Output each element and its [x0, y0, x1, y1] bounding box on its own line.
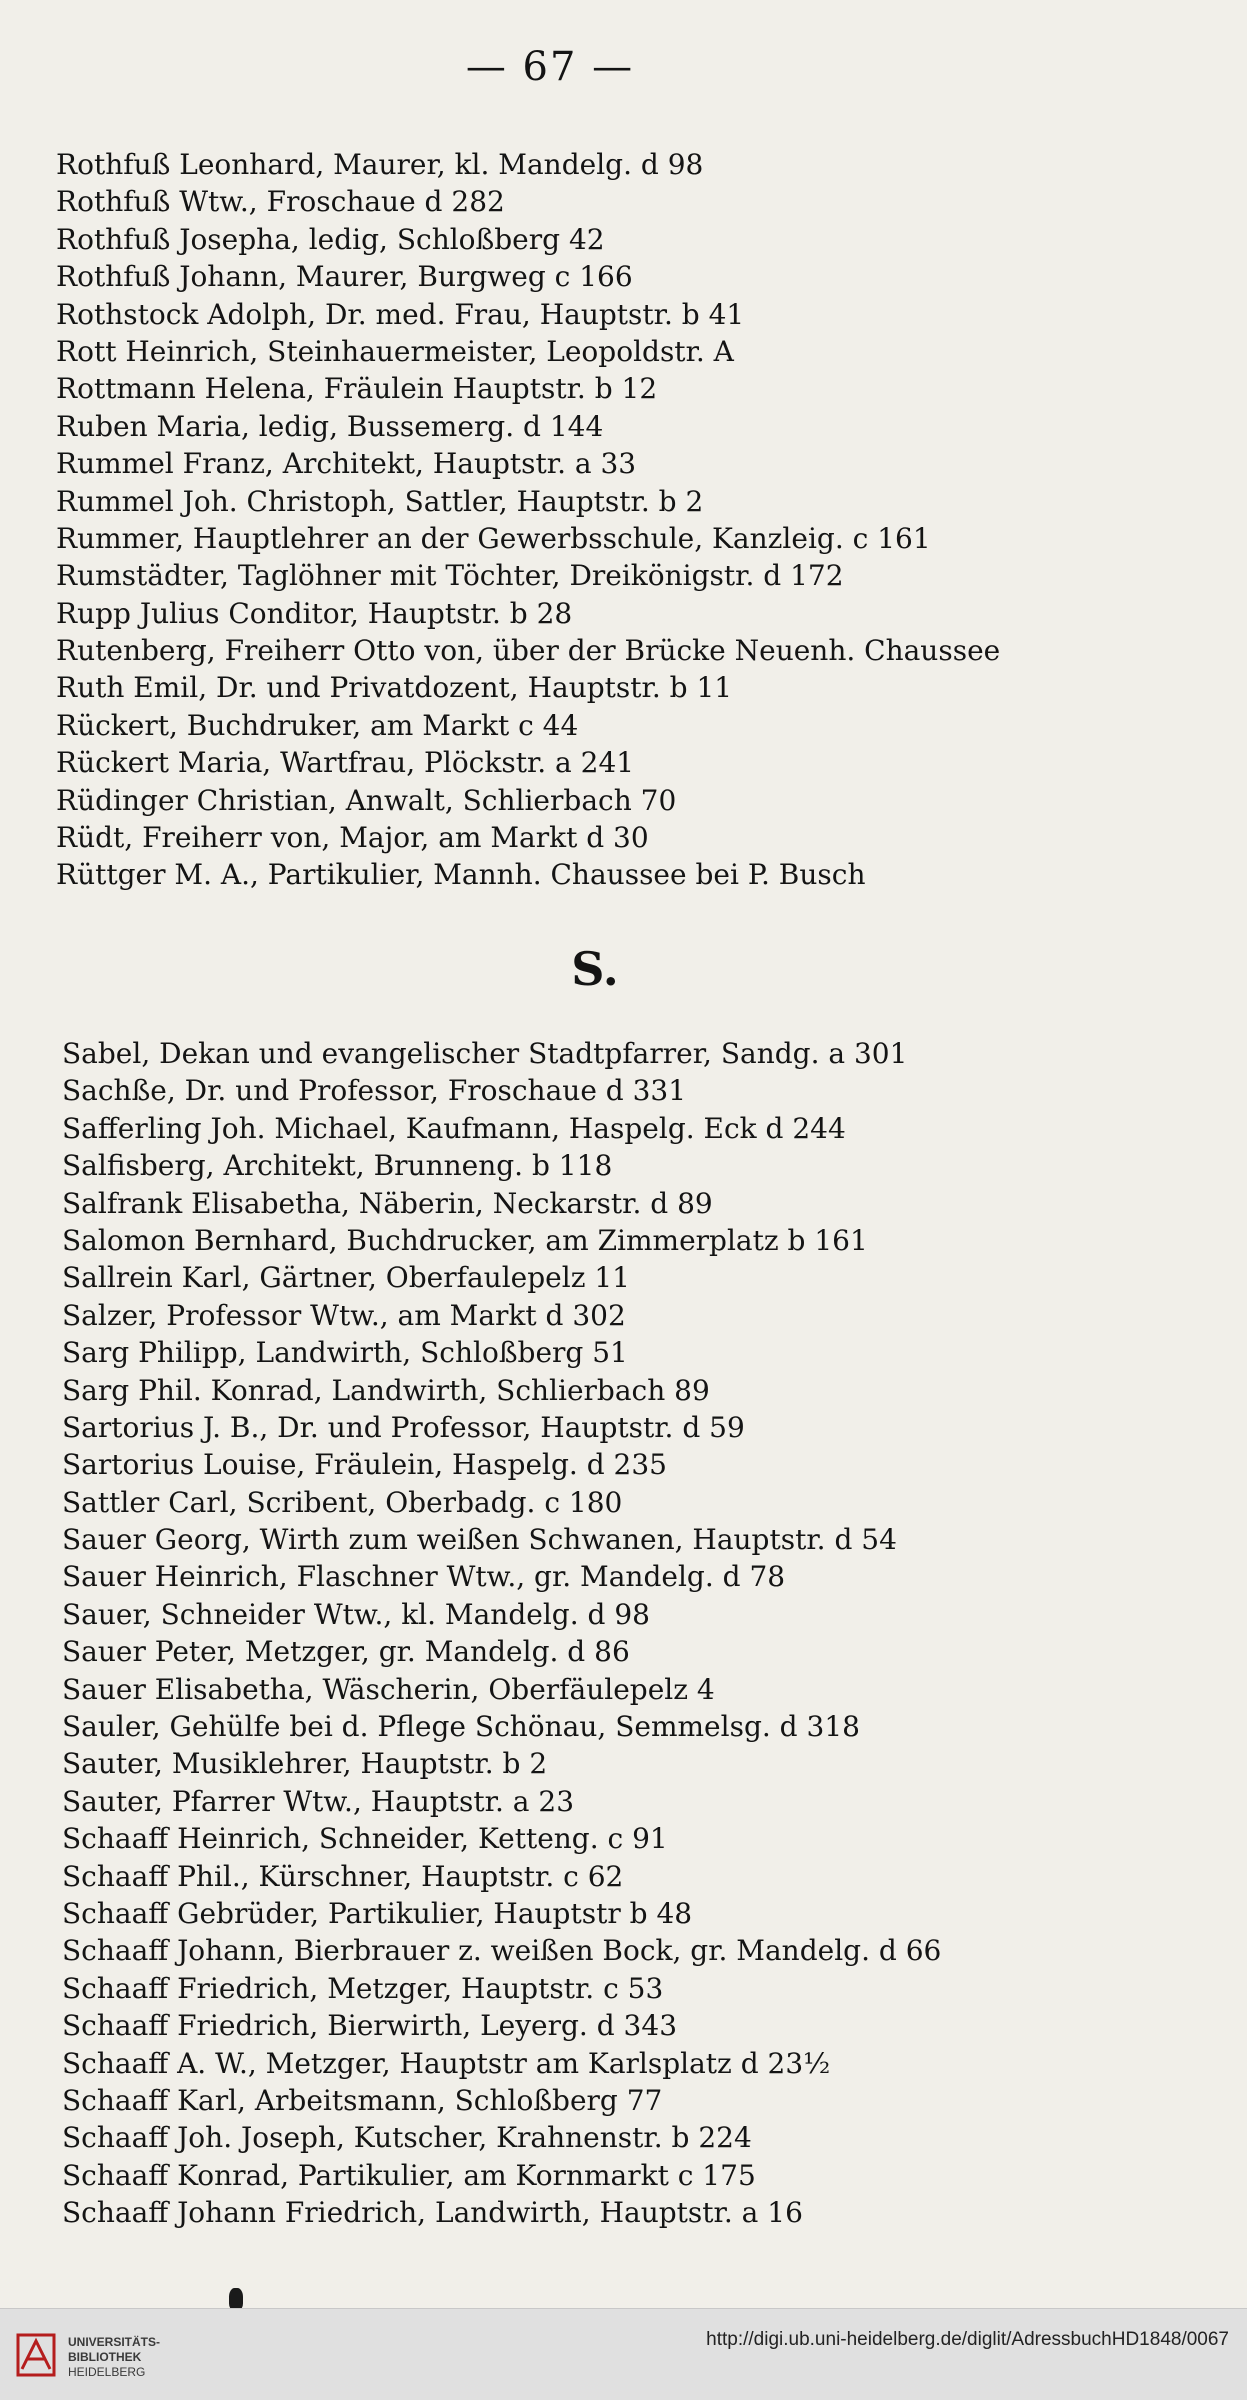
directory-entry: Sauer Heinrich, Flaschner Wtw., gr. Mandelg. d 78 — [62, 1560, 786, 1594]
directory-entry: Rothfuß Josepha, ledig, Schloßberg 42 — [56, 222, 605, 256]
directory-entry: Ruben Maria, ledig, Bussemerg. d 144 — [56, 409, 604, 443]
directory-entry: Rüdt, Freiherr von, Major, am Markt d 30 — [56, 821, 649, 855]
directory-entry: Schaaff Johann Friedrich, Landwirth, Hauptstr. a 16 — [62, 2196, 803, 2230]
directory-entry: Rothfuß Johann, Maurer, Burgweg c 166 — [56, 260, 633, 294]
directory-entry: Rummel Joh. Christoph, Sattler, Hauptstr. b 2 — [56, 484, 704, 518]
directory-entry: Rott Heinrich, Steinhauermeister, Leopoldstr. A — [56, 334, 734, 368]
directory-entry: Salzer, Professor Wtw., am Markt d 302 — [62, 1298, 626, 1332]
directory-entry: Sauter, Pfarrer Wtw., Hauptstr. a 23 — [62, 1784, 575, 1818]
directory-entry: Rothfuß Wtw., Froschaue d 282 — [56, 185, 505, 219]
source-url-link[interactable]: http://digi.ub.uni-heidelberg.de/diglit/AdressbuchHD1848/0067 — [706, 2329, 1229, 2350]
directory-entry: Schaaff Johann, Bierbrauer z. weißen Bock, gr. Mandelg. d 66 — [62, 1934, 942, 1968]
directory-list-r — [56, 146, 1196, 894]
directory-entry: Schaaff Joh. Joseph, Kutscher, Krahnenstr. b 224 — [62, 2121, 752, 2155]
directory-entry: Rückert Maria, Wartfrau, Plöckstr. a 241 — [56, 746, 635, 780]
directory-entry: Sartorius J. B., Dr. und Professor, Hauptstr. d 59 — [62, 1410, 745, 1444]
directory-entry: Rummel Franz, Architekt, Hauptstr. a 33 — [56, 447, 637, 481]
directory-entry: Salfisberg, Architekt, Brunneng. b 118 — [62, 1149, 613, 1183]
directory-entry: Salomon Bernhard, Buchdrucker, am Zimmerplatz b 161 — [62, 1223, 868, 1257]
directory-entry: Sauer Georg, Wirth zum weißen Schwanen, Hauptstr. d 54 — [62, 1523, 897, 1557]
directory-entry: Salfrank Elisabetha, Näberin, Neckarstr. d 89 — [62, 1186, 713, 1220]
directory-entry: Safferling Joh. Michael, Kaufmann, Haspelg. Eck d 244 — [62, 1111, 846, 1145]
directory-entry: Rothfuß Leonhard, Maurer, kl. Mandelg. d 98 — [56, 148, 704, 181]
directory-entry: Schaaff A. W., Metzger, Hauptstr am Karlsplatz d 23½ — [62, 2046, 831, 2080]
logo-line-2: BIBLIOTHEK — [68, 2350, 142, 2364]
directory-entry: Sallrein Karl, Gärtner, Oberfaulepelz 11 — [62, 1261, 630, 1295]
directory-entry: Sauer, Schneider Wtw., kl. Mandelg. d 98 — [62, 1597, 650, 1631]
directory-entry: Schaaff Karl, Arbeitsmann, Schloßberg 77 — [62, 2083, 663, 2117]
logo-line-3: HEIDELBERG — [68, 2365, 146, 2379]
directory-entry: Sartorius Louise, Fräulein, Haspelg. d 235 — [62, 1448, 667, 1482]
directory-entry: Sarg Phil. Konrad, Landwirth, Schlierbach 89 — [62, 1373, 710, 1407]
directory-entry: Ruth Emil, Dr. und Privatdozent, Hauptstr. b 11 — [56, 671, 733, 705]
library-logo[interactable] — [14, 2329, 314, 2385]
directory-entry: Rupp Julius Conditor, Hauptstr. b 28 — [56, 596, 573, 630]
directory-entry: Rothstock Adolph, Dr. med. Frau, Hauptstr. b 41 — [56, 297, 745, 331]
section-heading: S. — [571, 942, 619, 996]
footer-bar — [0, 2308, 1247, 2400]
directory-entry: Schaaff Konrad, Partikulier, am Kornmarkt c 175 — [62, 2158, 756, 2192]
ink-mark — [229, 2288, 243, 2310]
directory-entry: Schaaff Gebrüder, Partikulier, Hauptstr b 48 — [62, 1896, 693, 1930]
directory-entry: Rottmann Helena, Fräulein Hauptstr. b 12 — [56, 372, 658, 406]
directory-entry: Rüttger M. A., Partikulier, Mannh. Chaussee bei P. Busch — [56, 858, 866, 892]
directory-entry: Rummer, Hauptlehrer an der Gewerbsschule, Kanzleig. c 161 — [56, 521, 931, 555]
directory-entry: Sauler, Gehülfe bei d. Pflege Schönau, Semmelsg. d 318 — [62, 1710, 860, 1744]
logo-line-1: UNIVERSITÄTS- — [68, 2335, 161, 2349]
library-seal-icon — [14, 2329, 60, 2381]
directory-entry: Sauer Elisabetha, Wäscherin, Oberfäulepelz 4 — [62, 1672, 715, 1706]
page-number: — 67 — — [465, 44, 635, 90]
directory-entry: Rückert, Buchdruker, am Markt c 44 — [56, 708, 579, 742]
directory-entry: Sachße, Dr. und Professor, Froschaue d 331 — [62, 1074, 687, 1108]
directory-entry: Schaaff Friedrich, Bierwirth, Leyerg. d 343 — [62, 2009, 678, 2043]
directory-entry: Rutenberg, Freiherr Otto von, über der Brücke Neuenh. Chaussee — [56, 634, 1001, 668]
directory-entry: Rüdinger Christian, Anwalt, Schlierbach 70 — [56, 783, 677, 817]
directory-entry: Sauter, Musiklehrer, Hauptstr. b 2 — [62, 1747, 548, 1781]
directory-entry: Sarg Philipp, Landwirth, Schloßberg 51 — [62, 1336, 628, 1370]
directory-entry: Sattler Carl, Scribent, Oberbadg. c 180 — [62, 1485, 623, 1519]
directory-entry: Schaaff Heinrich, Schneider, Ketteng. c 91 — [62, 1822, 668, 1856]
directory-entry: Schaaff Friedrich, Metzger, Hauptstr. c 53 — [62, 1971, 664, 2005]
directory-entry: Schaaff Phil., Kürschner, Hauptstr. c 62 — [62, 1859, 624, 1893]
directory-entry: Rumstädter, Taglöhner mit Töchter, Dreikönigstr. d 172 — [56, 559, 844, 593]
directory-list-s — [62, 1035, 1202, 2232]
directory-entry: Sabel, Dekan und evangelischer Stadtpfarrer, Sandg. a 301 — [62, 1037, 908, 1070]
directory-entry: Sauer Peter, Metzger, gr. Mandelg. d 86 — [62, 1635, 630, 1669]
